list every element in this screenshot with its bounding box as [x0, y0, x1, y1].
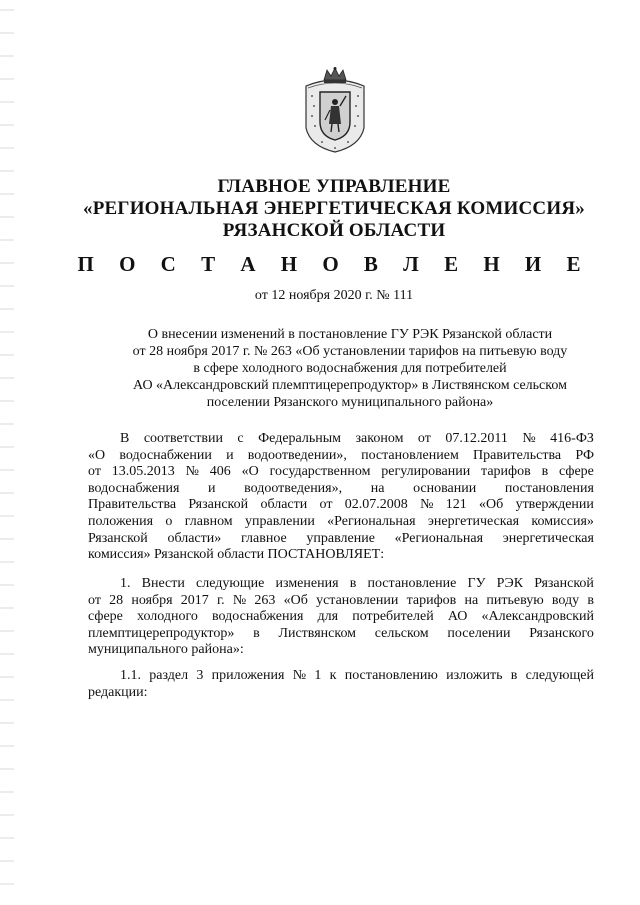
subject-line: от 28 ноября 2017 г. № 263 «Об установлении тарифов на питьевую воду [132, 344, 568, 359]
paragraph-line: от 13.05.2013 № 406 «О государственном регулировании тарифов в сфере [88, 464, 594, 480]
document-subject [100, 326, 600, 411]
paragraph-line: В соответствии с Федеральным законом от 07.12.2011 № 416-ФЗ [120, 431, 594, 446]
ryazan-coat-of-arms-icon [300, 66, 370, 156]
org-name-line-1: ГЛАВНОЕ УПРАВЛЕНИЕ [217, 176, 451, 197]
paragraph-line: 1.1. раздел 3 приложения № 1 к постановлению изложить в следующей [120, 668, 594, 683]
paragraph-line: Правительства Рязанской области от 02.07.2008 № 121 «Об утверждении [88, 497, 594, 513]
subject-line: поселении Рязанского муниципального района» [206, 395, 494, 410]
document-date-number: от 12 ноября 2020 г. № 111 [254, 288, 414, 303]
paragraph-line: водоснабжения и водоотведения», на основании постановления [88, 480, 594, 496]
scan-edge-noise [0, 0, 14, 905]
paragraph-line: Рязанской области» главное управление «Региональная энергетическая [88, 530, 594, 546]
item-1-1-paragraph [88, 668, 594, 701]
subject-line: АО «Александровский племптицерепродуктор» в Листвянском сельском [133, 378, 567, 393]
paragraph-line: 1. Внести следующие изменения в постановление ГУ РЭК Рязанской [120, 576, 594, 591]
paragraph-line: положения о главном управлении «Региональная энергетическая комиссия» [88, 513, 594, 529]
document-type-title: П О С Т А Н О В Л Е Н И Е [77, 252, 591, 276]
subject-line: О внесении изменений в постановление ГУ РЭК Рязанской области [147, 327, 553, 342]
subject-line: в сфере холодного водоснабжения для потребителей [193, 361, 507, 376]
item-1-paragraph [88, 576, 594, 659]
preamble-paragraph [88, 431, 594, 564]
org-name-line-3: РЯЗАНСКОЙ ОБЛАСТИ [222, 220, 446, 241]
paragraph-line: комиссия» Рязанской области ПОСТАНОВЛЯЕТ: [88, 547, 385, 563]
org-name-line-2: «РЕГИОНАЛЬНАЯ ЭНЕРГЕТИЧЕСКАЯ КОМИССИЯ» [83, 198, 585, 219]
paragraph-line: от 28 ноября 2017 г. № 263 «Об установлении тарифов на питьевую воду в [88, 592, 594, 608]
paragraph-line: муниципального района»: [88, 642, 244, 658]
paragraph-line: «О водоснабжении и водоотведении», постановлением Правительства РФ [88, 447, 594, 463]
paragraph-line: племптицерепродуктор» в Листвянском сельском поселении Рязанского [88, 625, 594, 641]
paragraph-line: редакции: [88, 684, 148, 700]
paragraph-line: сфере холодного водоснабжения для потребителей АО «Александровский [88, 609, 594, 625]
